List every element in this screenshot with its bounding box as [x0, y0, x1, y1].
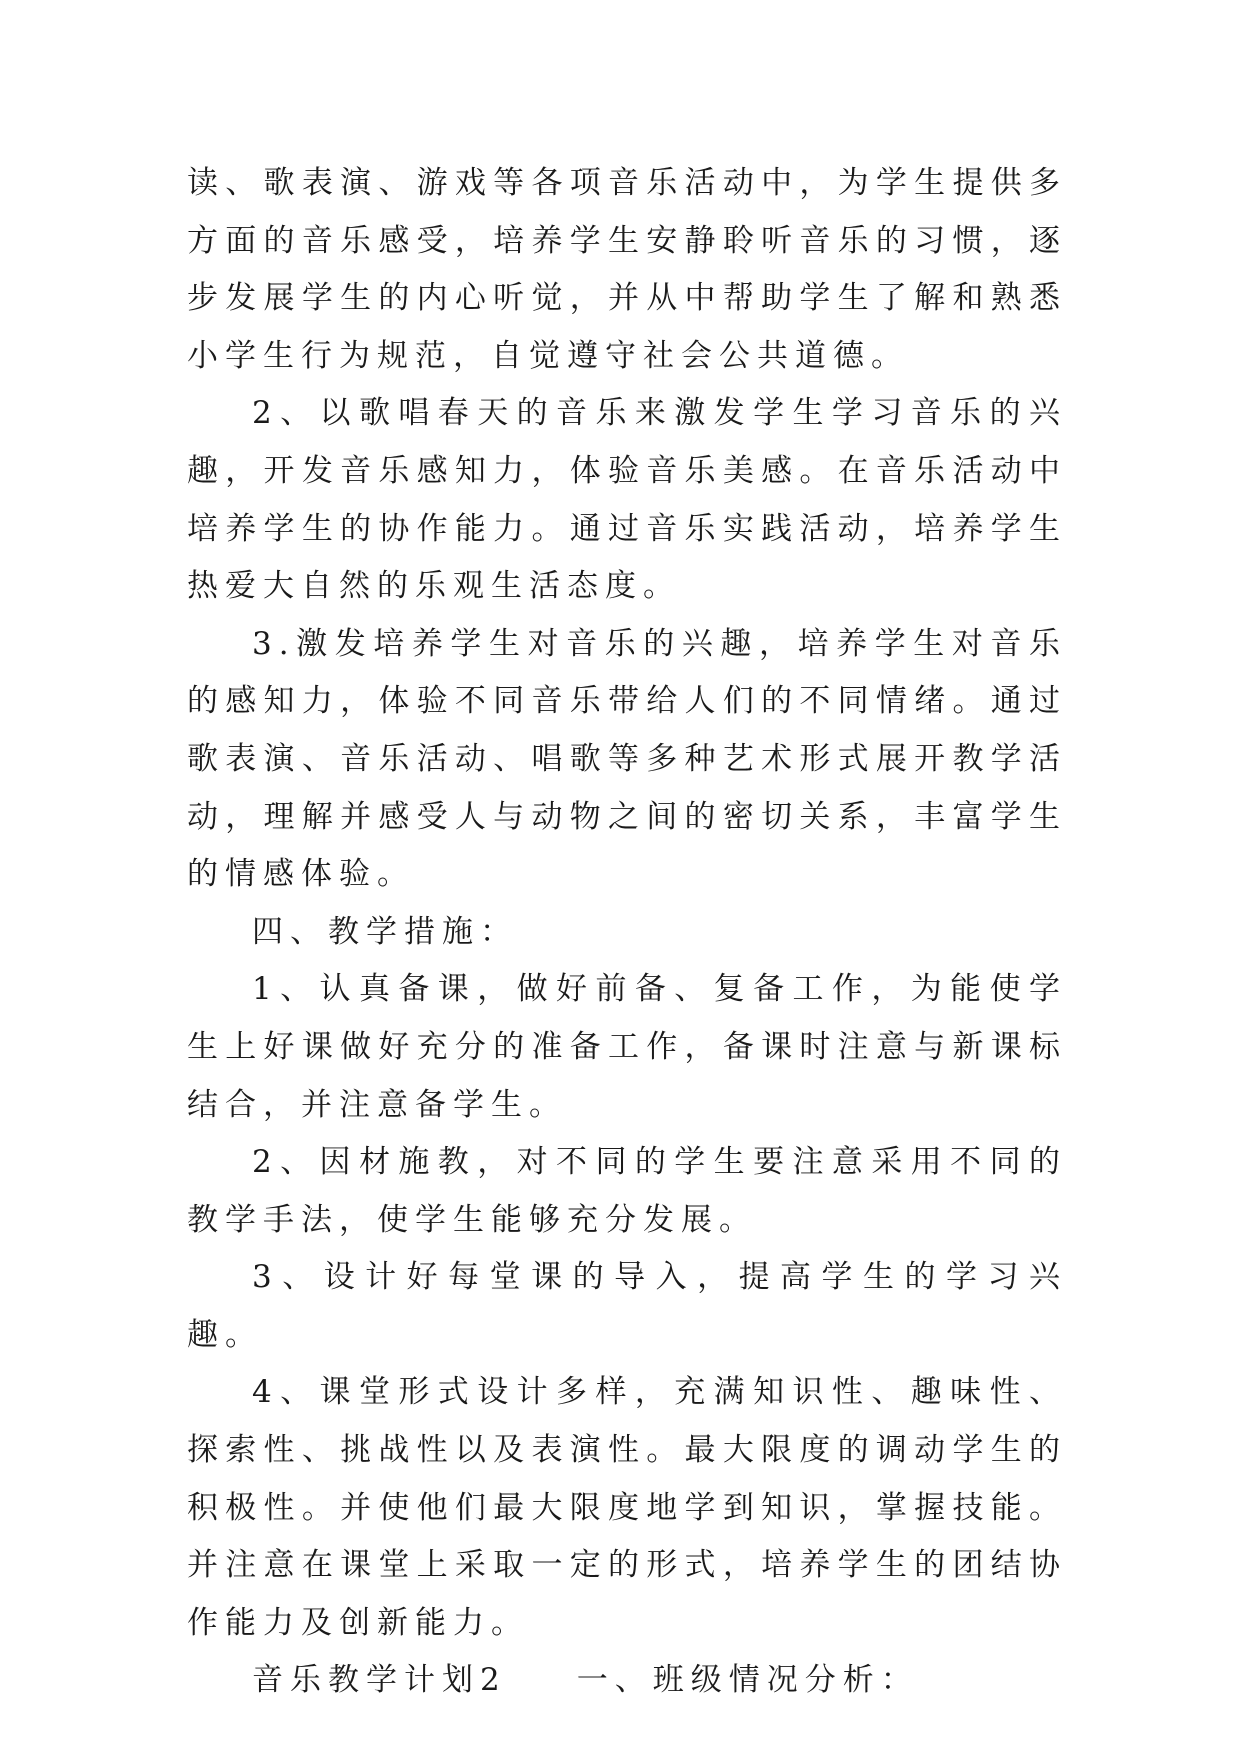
next-plan-heading-line: [187, 1652, 1067, 1710]
document-body: [187, 155, 1067, 1710]
paragraph-goal-3: 3.激发培养学生对音乐的兴趣，培养学生对音乐的感知力，体验不同音乐带给人们的不同情绪。通过歌表演、音乐活动、唱歌等多种艺术形式展开教学活动，理解并感受人与动物之间的密切关系，丰富学生的情感体验。: [187, 625, 1067, 893]
paragraph-measure-3: 3、设计好每堂课的导入，提高学生的学习兴趣。: [187, 1259, 1067, 1353]
paragraph-measure-4: 4、课堂形式设计多样，充满知识性、趣味性、探索性、挑战性以及表演性。最大限度的调动学生的积极性。并使他们最大限度地学到知识，掌握技能。并注意在课堂上采取一定的形式，培养学生的团结协作能力及创新能力。: [187, 1374, 1067, 1641]
class-analysis-heading: 一、班级情况分析：: [576, 1662, 919, 1699]
paragraph-continued: 读、歌表演、游戏等各项音乐活动中，为学生提供多方面的音乐感受，培养学生安静聆听音乐的习惯，逐步发展学生的内心听觉，并从中帮助学生了解和熟悉小学生行为规范，自觉遵守社会公共道德。: [187, 165, 1067, 374]
paragraph-measure-1: 1、认真备课，做好前备、复备工作，为能使学生上好课做好充分的准备工作，备课时注意与新课标结合，并注意备学生。: [187, 971, 1067, 1123]
section-heading-teaching-measures: 四、教学措施：: [252, 913, 518, 950]
paragraph-measure-2: 2、因材施教，对不同的学生要注意采用不同的教学手法，使学生能够充分发展。: [187, 1144, 1067, 1238]
paragraph-goal-2: 2、以歌唱春天的音乐来激发学生学习音乐的兴趣，开发音乐感知力，体验音乐美感。在音乐活动中培养学生的协作能力。通过音乐实践活动，培养学生热爱大自然的乐观生活态度。: [187, 395, 1067, 605]
plan-2-title: 音乐教学计划2: [252, 1662, 507, 1699]
